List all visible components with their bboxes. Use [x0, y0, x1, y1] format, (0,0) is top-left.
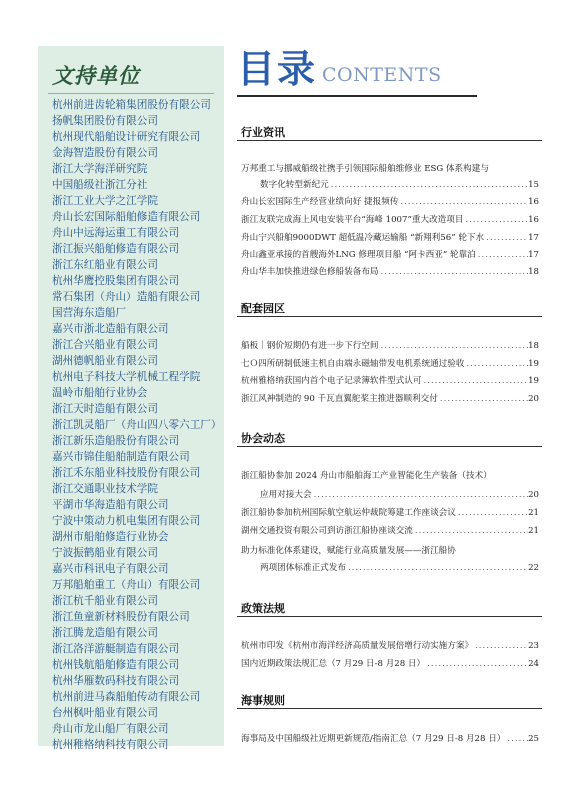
- toc-page-number: 24: [528, 659, 539, 669]
- company-item: 舟山中远海运重工有限公司: [52, 227, 180, 239]
- toc-entry[interactable]: [241, 232, 539, 244]
- toc-page-number: 20: [528, 490, 539, 500]
- company-item: 杭州前进齿轮箱集团股份有限公司: [52, 99, 211, 111]
- toc-entry-title: 七Ｏ四所研制低速主机自由端永磁轴带发电机系统通过验收: [241, 359, 465, 369]
- page-title: 目录: [237, 47, 318, 91]
- dot-leader: [329, 179, 528, 191]
- company-item: 舟山市龙山船厂有限公司: [52, 723, 169, 735]
- toc-page-number: 21: [528, 508, 539, 518]
- dot-leader: [463, 214, 528, 226]
- section-heading: 政策法规: [241, 602, 285, 615]
- toc-entry[interactable]: [241, 507, 539, 519]
- toc-page-number: 17: [528, 233, 539, 243]
- company-item: 杭州稚格纳科技有限公司: [52, 739, 169, 751]
- toc-entry-title: 舟山华丰加快推进绿色修船装备布局: [241, 267, 379, 277]
- toc-entry-title: 万邦重工与挪威船级社携手引领国际船舶维修业 ESG 体系构建与: [241, 164, 489, 174]
- toc-entry-title: 浙江友联完成海上风电安装平台“海峰 1007”重大改造项目: [241, 215, 464, 225]
- toc-entry[interactable]: [241, 375, 539, 387]
- company-item: 浙江天时造船有限公司: [52, 403, 158, 415]
- toc-entry-title: 助力标准化体系建设，赋能行业高质量发展——浙江船协: [241, 546, 456, 556]
- toc-entry[interactable]: [241, 163, 539, 175]
- page-subtitle: CONTENTS: [322, 64, 442, 86]
- toc-entry[interactable]: [241, 733, 539, 745]
- toc-entry-title: 杭州市印发《杭州市海洋经济高质量发展倍增行动实施方案》: [241, 641, 474, 651]
- toc-page-number: 20: [528, 394, 539, 404]
- dot-leader: [456, 507, 528, 519]
- company-item: 浙江杭千船业有限公司: [52, 595, 158, 607]
- company-item: 平湖市华海造船有限公司: [52, 499, 169, 511]
- toc-entry[interactable]: [241, 358, 539, 370]
- title-divider: [237, 95, 477, 97]
- toc-page-number: 18: [528, 267, 539, 277]
- toc-page-number: 15: [528, 180, 539, 190]
- section-heading: 协会动态: [241, 432, 285, 445]
- section-divider: [237, 316, 542, 317]
- toc-entry[interactable]: [241, 393, 539, 405]
- toc-entry-title: 杭州雅格纳获国内首个电子记录簿软件型式认可: [241, 376, 422, 386]
- company-list: [52, 97, 222, 753]
- toc-entry-title: 应用对接大会: [260, 490, 312, 500]
- company-item: 舟山长宏国际船舶修造有限公司: [52, 211, 201, 223]
- company-item: 浙江新乐造船股份有限公司: [52, 435, 180, 447]
- toc-entry[interactable]: [241, 340, 539, 352]
- company-item: 浙江东红船业有限公司: [52, 259, 158, 271]
- company-item: 浙江合兴船业有限公司: [52, 339, 158, 351]
- dot-leader: [421, 375, 528, 387]
- toc-entry[interactable]: [260, 179, 539, 191]
- toc-page-number: 16: [528, 215, 539, 225]
- toc-entry-title: 浙江船协参加 2024 舟山市船舶海工产业智能化生产装备（技术）: [241, 471, 492, 481]
- toc-page-number: 22: [528, 563, 539, 573]
- sidebar-divider: [48, 93, 214, 94]
- toc-entry[interactable]: [260, 562, 539, 574]
- toc-entry[interactable]: [241, 266, 539, 278]
- toc-page-number: 19: [528, 376, 539, 386]
- company-item: 浙江工业大学之江学院: [52, 195, 158, 207]
- toc-entry[interactable]: [241, 545, 539, 557]
- company-item: 金海智造股份有限公司: [52, 147, 158, 159]
- company-item: 万邦船舶重工（舟山）有限公司: [52, 579, 201, 591]
- company-item: 浙江交通职业技术学院: [52, 483, 158, 495]
- company-item: 嘉兴市锦佳船舶制造有限公司: [52, 451, 190, 463]
- toc-entry[interactable]: [241, 196, 539, 208]
- toc-entry-title: 两项团体标准正式发布: [260, 563, 346, 573]
- toc-entry-title: 舟山鑫亚承接的首艘海外LNG 修理项目船 “阿卡西亚” 轮靠泊: [241, 250, 476, 260]
- company-item: 国营海东造船厂: [52, 307, 127, 319]
- company-item: 浙江禾东船业科技股份有限公司: [52, 467, 201, 479]
- company-item: 浙江凯灵船厂（舟山四八零六工厂）: [52, 419, 222, 431]
- dot-leader: [473, 640, 528, 652]
- company-item: 杭州华雁数码科技有限公司: [52, 675, 180, 687]
- toc-entry-title: 海事局及中国船级社近期更新规范/指南汇总（7 月29 日-8 月28 日）: [241, 734, 506, 744]
- dot-leader: [476, 249, 528, 261]
- section-divider: [237, 708, 542, 709]
- toc-entry-title: 舟山宁兴船舶9000DWT 超低温冷藏运输船 “新翔利56” 轮下水: [241, 233, 485, 243]
- section-heading: 海事规则: [241, 694, 285, 707]
- company-item: 浙江腾龙造船有限公司: [52, 627, 158, 639]
- toc-entry[interactable]: [241, 640, 539, 652]
- company-item: 中国船级社浙江分社: [52, 179, 148, 191]
- dot-leader: [413, 525, 528, 537]
- toc-page-number: 17: [528, 250, 539, 260]
- dot-leader: [425, 658, 528, 670]
- toc-page-number: 21: [528, 526, 539, 536]
- toc-entry[interactable]: [241, 214, 539, 226]
- dot-leader: [346, 562, 528, 574]
- company-item: 浙江大学海洋研究院: [52, 163, 148, 175]
- company-item: 浙江鱼童新材料股份有限公司: [52, 611, 190, 623]
- company-item: 杭州华鹰控股集团有限公司: [52, 275, 180, 287]
- company-item: 浙江振兴船舶修造有限公司: [52, 243, 180, 255]
- company-item: 浙江洛洋游艇制造有限公司: [52, 643, 180, 655]
- dot-leader: [379, 340, 529, 352]
- toc-entry[interactable]: [241, 470, 539, 482]
- company-item: 杭州前进马森船舶传动有限公司: [52, 691, 201, 703]
- company-item: 嘉兴市浙北造船有限公司: [52, 323, 169, 335]
- dot-leader: [312, 489, 528, 501]
- dot-leader: [505, 733, 528, 745]
- dot-leader: [464, 358, 528, 370]
- toc-entry-title: 舟山长宏国际生产经营业绩向好 捷报频传: [241, 197, 399, 207]
- toc-page-number: 16: [528, 197, 539, 207]
- company-item: 湖州德帆船业有限公司: [52, 355, 158, 367]
- company-item: 宁波中策动力机电集团有限公司: [52, 515, 201, 527]
- toc-page-number: 18: [528, 341, 539, 351]
- section-heading: 行业资讯: [241, 126, 285, 139]
- company-item: 常石集团（舟山）造船有限公司: [52, 291, 201, 303]
- toc-entry-title: 湖州交通投资有限公司到访浙江船协座谈交流: [241, 526, 413, 536]
- company-item: 杭州现代船舶设计研究有限公司: [52, 131, 201, 143]
- section-divider: [237, 140, 542, 141]
- company-item: 湖州市船舶修造行业协会: [52, 531, 169, 543]
- toc-entry-title: 数字化转型新纪元: [260, 180, 329, 190]
- section-divider: [237, 446, 542, 447]
- toc-entry-title: 国内近期政策法规汇总（7 月29 日-8 月28 日）: [241, 659, 426, 669]
- toc-entry-title: 浙江风神制造的 90 千瓦直翼舵桨主推进器顺利交付: [241, 394, 438, 404]
- sidebar-title: 文持单位: [52, 64, 140, 88]
- toc-entry[interactable]: [241, 658, 539, 670]
- company-item: 宁波振鹤船业有限公司: [52, 547, 158, 559]
- company-item: 温岭市船舶行业协会: [52, 387, 148, 399]
- section-heading: 配套园区: [241, 302, 285, 315]
- toc-entry[interactable]: [241, 249, 539, 261]
- toc-page-number: 25: [528, 734, 539, 744]
- company-item: 台州枫叶船业有限公司: [52, 707, 158, 719]
- dot-leader: [438, 393, 528, 405]
- toc-entry[interactable]: [260, 489, 539, 501]
- company-item: 嘉兴市科讯电子有限公司: [52, 563, 169, 575]
- dot-leader: [484, 232, 528, 244]
- toc-entry[interactable]: [241, 525, 539, 537]
- section-divider: [237, 616, 542, 617]
- toc-page-number: 19: [528, 359, 539, 369]
- company-item: 扬帆集团股份有限公司: [52, 115, 158, 127]
- company-item: 杭州电子科技大学机械工程学院: [52, 371, 201, 383]
- toc-entry-title: 船板｜钢价短期仍有进一步下行空间: [241, 341, 379, 351]
- toc-entry-title: 浙江船协参加杭州国际航空航运仲裁院筹建工作座谈会议: [241, 508, 456, 518]
- toc-page-number: 23: [528, 641, 539, 651]
- supporting-units-panel: [38, 46, 224, 751]
- company-item: 杭州钱航船舶修造有限公司: [52, 659, 180, 671]
- dot-leader: [379, 266, 529, 278]
- dot-leader: [398, 196, 528, 208]
